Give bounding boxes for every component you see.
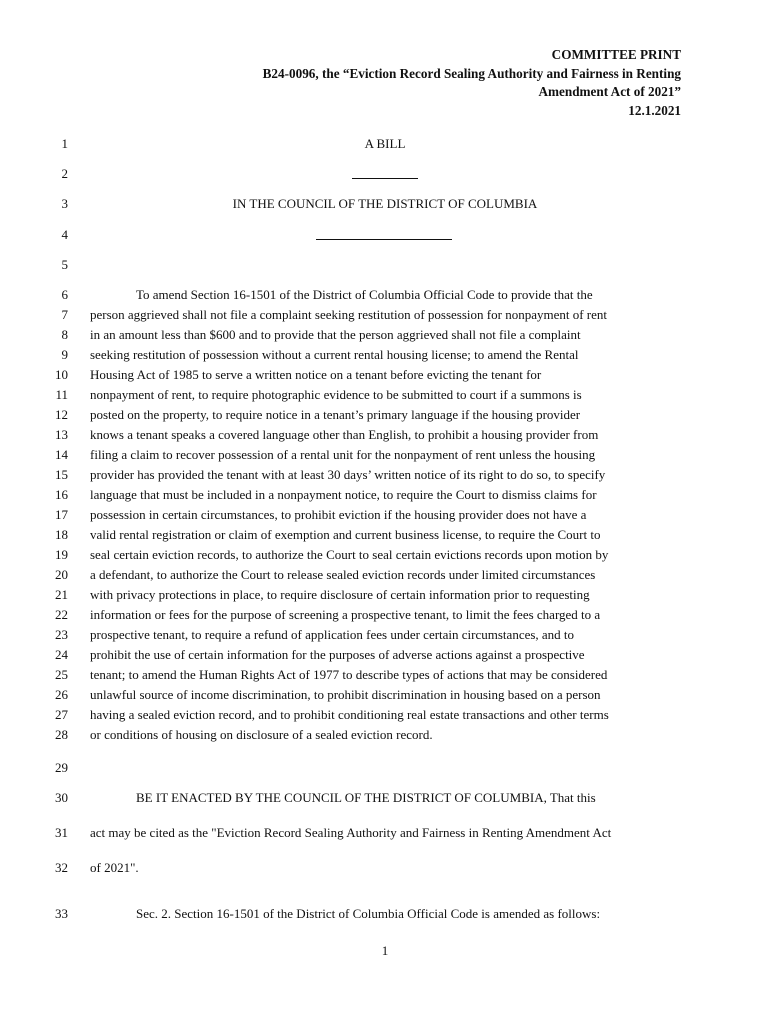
long-title-line: valid rental registration or claim of exemption and current business license, to require the Court to [90,527,601,542]
long-title-line: with privacy protections in place, to require disclosure of certain information prior to requesting [90,587,590,602]
line-number: 5 [61,257,68,272]
long-title-line: To amend Section 16-1501 of the District of Columbia Official Code to provide that the [136,287,593,302]
council-rule [316,239,452,240]
long-title-line: seeking restitution of possession without a current rental housing license; to amend the Rental [90,347,579,362]
line-number: 22 [55,607,68,622]
page-number: 1 [381,943,389,958]
long-title-line: in an amount less than $600 and to provide that the person aggrieved shall not file a complaint [90,327,581,342]
line-number: 19 [55,547,68,562]
council-line: IN THE COUNCIL OF THE DISTRICT OF COLUMBIA [232,196,538,211]
line-number: 26 [55,687,68,702]
line-number: 20 [55,567,68,582]
enacting-clause-line: act may be cited as the "Eviction Record Sealing Authority and Fairness in Renting Amendment Act [90,825,612,840]
bill-title: A BILL [364,136,406,151]
line-number: 18 [55,527,68,542]
long-title-line: prospective tenant, to require a refund of application fees under certain circumstances, and to [90,627,575,642]
title-rule [352,178,418,179]
line-number: 7 [61,307,68,322]
long-title-line: knows a tenant speaks a covered language other than English, to prohibit a housing provider from [90,427,599,442]
long-title-line: filing a claim to recover possession of a rental unit for the nonpayment of rent unless the housing [90,447,596,462]
line-number: 27 [55,707,68,722]
long-title-line: provider has provided the tenant with at least 30 days’ written notice of its right to do so, to specify [90,467,606,482]
long-title-line: Housing Act of 1985 to serve a written notice on a tenant before evicting the tenant for [90,367,542,382]
long-title-line: language that must be included in a nonpayment notice, to require the Court to dismiss claims for [90,487,597,502]
committee-print-label: COMMITTEE PRINT [551,47,681,62]
line-number: 15 [55,467,68,482]
long-title-line: information or fees for the purpose of screening a prospective tenant, to limit the fees charged to a [90,607,601,622]
long-title-line: possession in certain circumstances, to prohibit eviction if the housing provider does not have a [90,507,587,522]
line-number: 6 [61,287,68,302]
long-title-line: a defendant, to authorize the Court to release sealed eviction records under limited circumstances [90,567,596,582]
line-number: 2 [61,166,68,181]
line-number: 4 [61,227,68,242]
line-number: 16 [55,487,68,502]
enacting-clause-line: of 2021". [90,860,139,875]
enacting-clause-line: BE IT ENACTED BY THE COUNCIL OF THE DISTRICT OF COLUMBIA, That this [136,790,596,805]
long-title-line: posted on the property, to require notice in a tenant’s primary language if the housing provider [90,407,581,422]
long-title-line: nonpayment of rent, to require photographic evidence to be submitted to court if a summons is [90,387,582,402]
line-number: 25 [55,667,68,682]
line-number: 14 [55,447,68,462]
long-title-line: seal certain eviction records, to authorize the Court to seal certain evictions records upon motion by [90,547,609,562]
line-number: 28 [55,727,68,742]
line-number: 10 [55,367,68,382]
line-number: 17 [55,507,68,522]
line-number: 31 [55,825,68,840]
document-header [263,46,681,120]
line-number: 23 [55,627,68,642]
line-number: 9 [61,347,68,362]
long-title-line: or conditions of housing on disclosure of a sealed eviction record. [90,727,433,742]
line-number: 30 [55,790,68,805]
line-number: 32 [55,860,68,875]
line-number: 8 [61,327,68,342]
long-title-line: unlawful source of income discrimination, to prohibit discrimination in housing based on a person [90,687,601,702]
line-number: 3 [61,196,68,211]
bill-short-title-line-2: Amendment Act of 2021” [538,84,681,99]
line-number: 29 [55,760,68,775]
line-number: 21 [55,587,68,602]
line-number: 12 [55,407,68,422]
long-title-line: person aggrieved shall not file a complaint seeking restitution of possession for nonpayment of rent [90,307,607,322]
print-date: 12.1.2021 [628,102,681,118]
long-title-line: prohibit the use of certain information for the purposes of adverse actions against a prospective [90,647,585,662]
long-title-line: having a sealed eviction record, and to prohibit conditioning real estate transactions and other terms [90,707,609,722]
line-number: 33 [55,906,68,921]
bill-short-title-line-1: B24-0096, the “Eviction Record Sealing Authority and Fairness in Renting [262,65,681,81]
long-title-line: tenant; to amend the Human Rights Act of 1977 to describe types of actions that may be considered [90,667,608,682]
line-number: 24 [55,647,68,662]
line-number: 13 [55,427,68,442]
line-number: 11 [55,387,68,402]
section-2-line: Sec. 2. Section 16-1501 of the District of Columbia Official Code is amended as follows: [136,906,601,921]
line-number: 1 [61,136,68,151]
